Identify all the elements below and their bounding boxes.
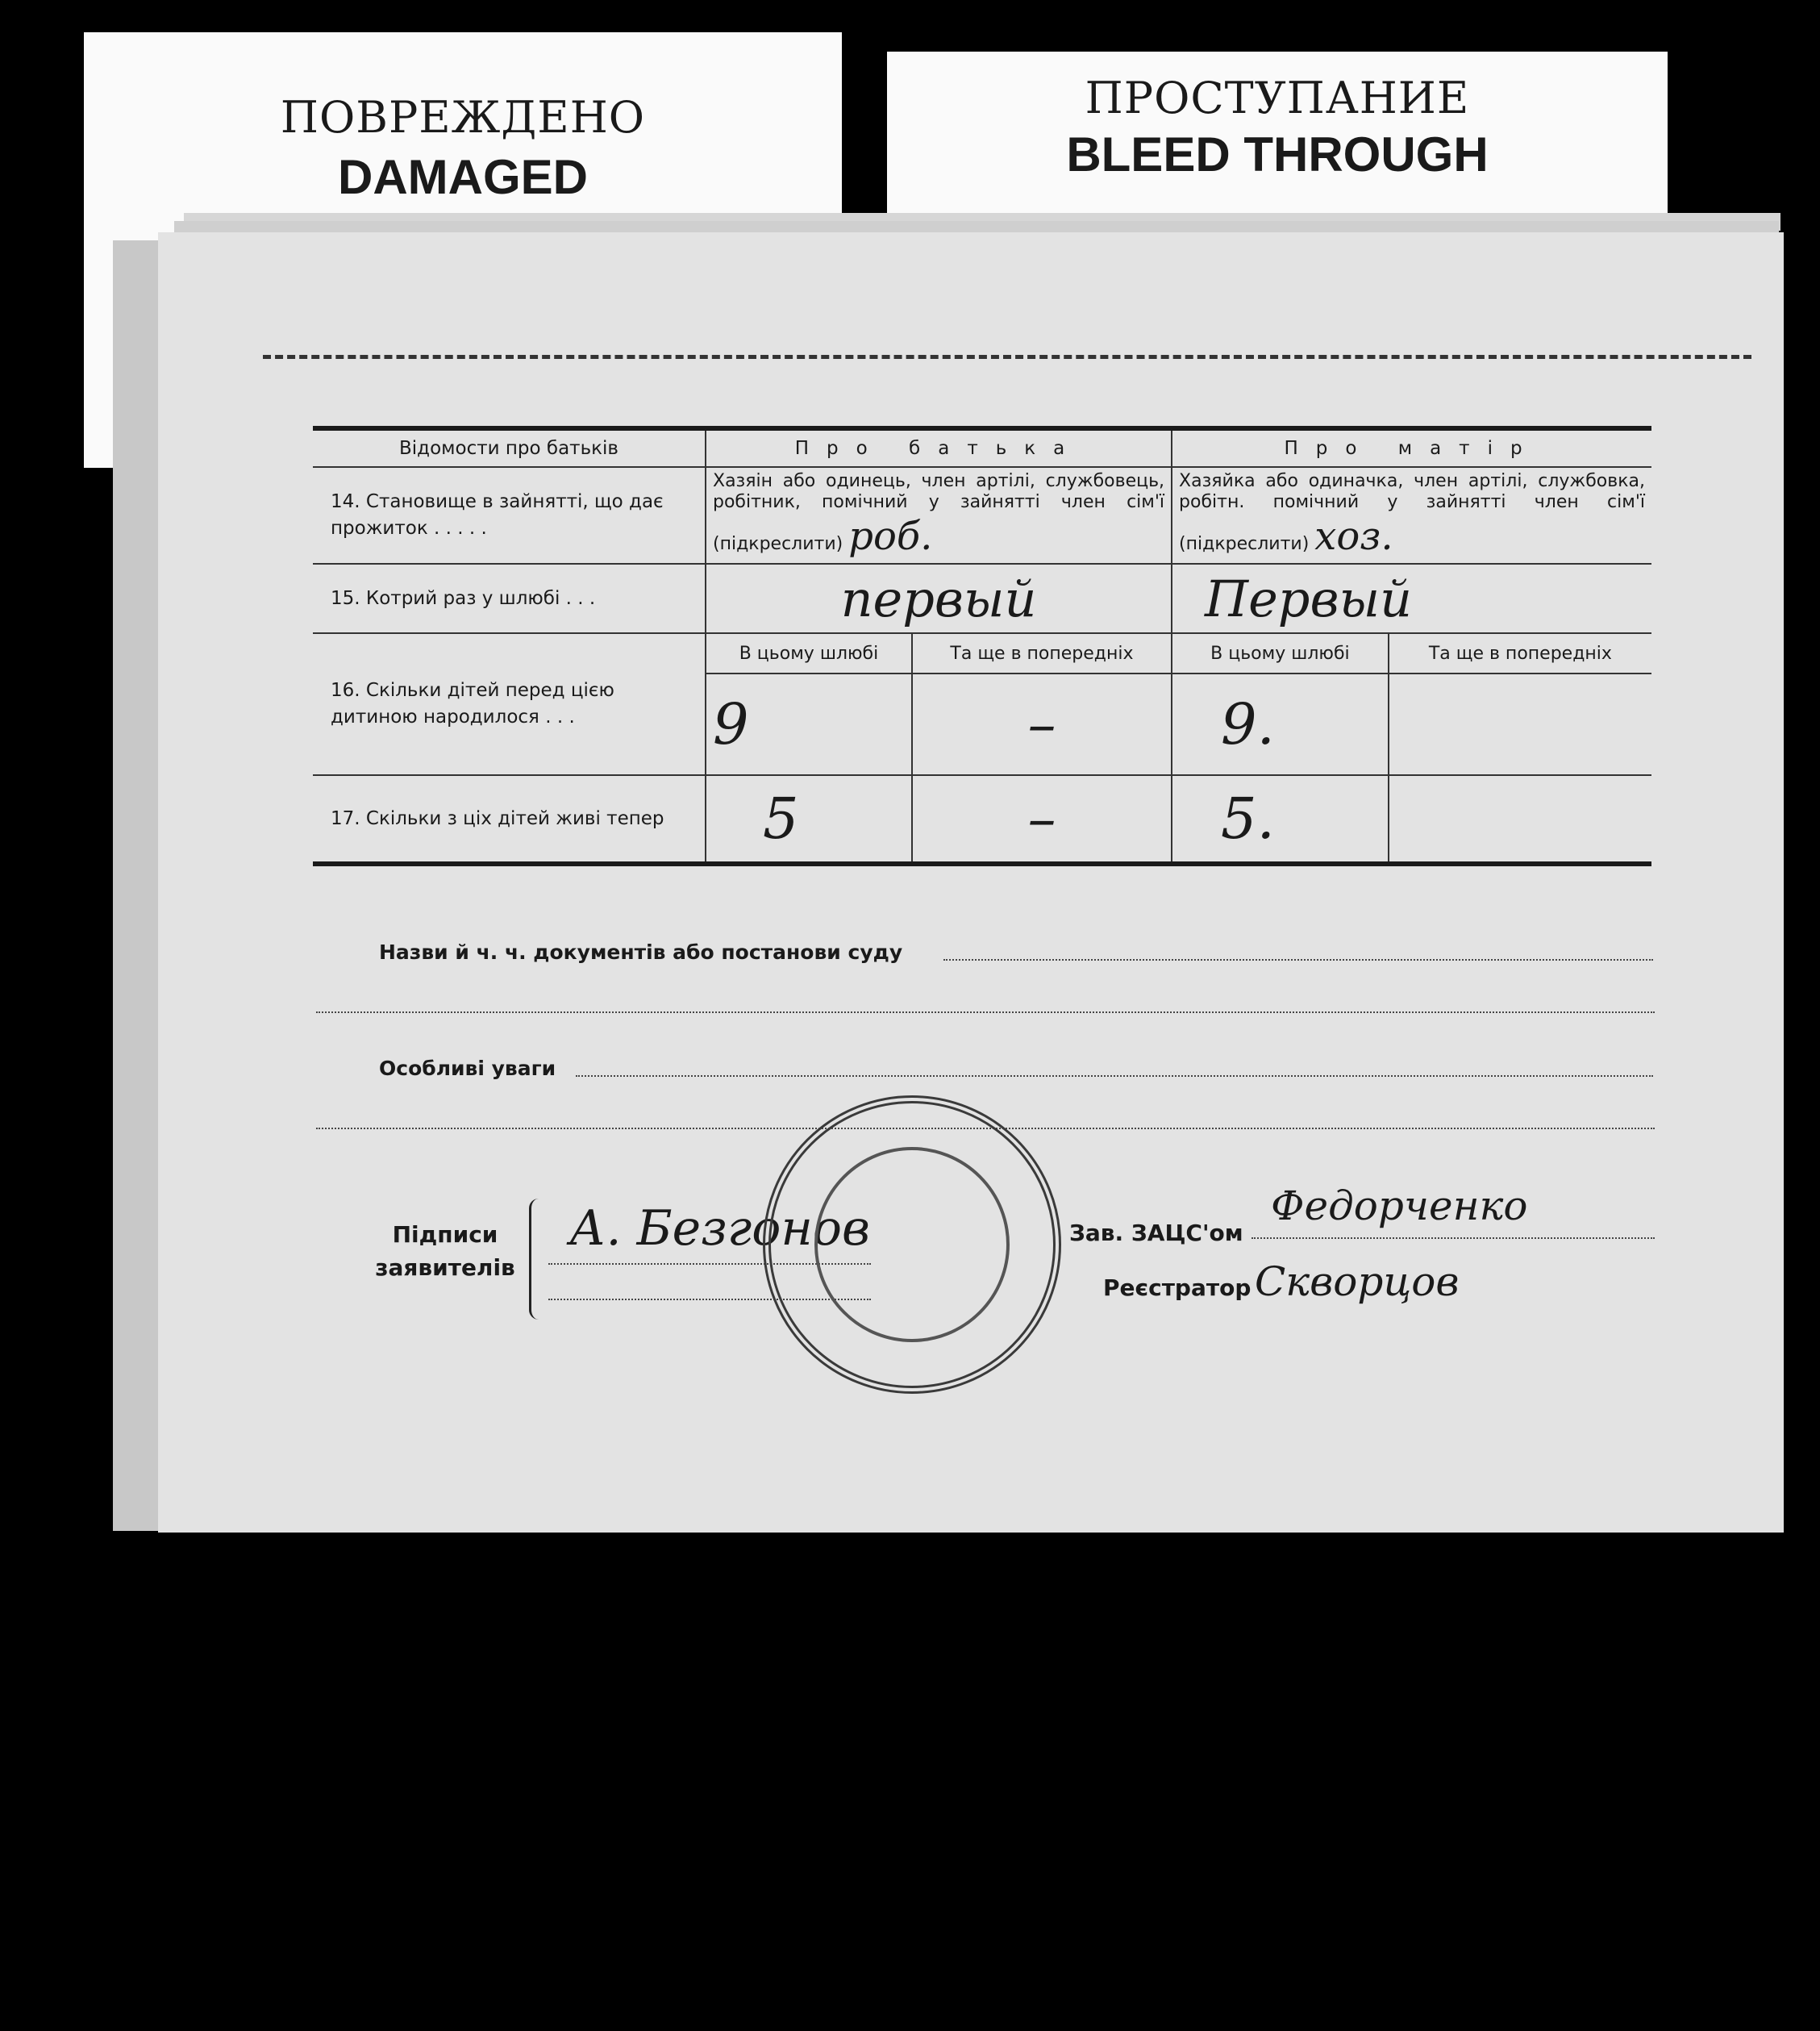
header-parents-info: Відомости про батьків	[313, 428, 706, 467]
sub-header-mother-prev: Та ще в попередніх	[1389, 633, 1651, 674]
row17-label: 17. Скільки з ціх дітей живі тепер	[331, 807, 664, 829]
row15-mother-value: Первый	[1205, 569, 1413, 628]
header-mother: Про матір	[1172, 428, 1651, 467]
row15-label: 15. Котрий раз у шлюбі . . .	[331, 587, 596, 609]
damaged-card-ru: ПОВРЕЖДЕНО	[280, 92, 646, 143]
row16-mother-this: 9.	[1221, 691, 1275, 758]
documents-row	[379, 940, 1653, 964]
row15-father-value: первый	[840, 569, 1037, 628]
row17-mother-this: 5.	[1221, 786, 1275, 853]
signatures-brace	[529, 1199, 548, 1320]
signatures-label-line2: заявителів	[375, 1254, 515, 1281]
row14-label: 14. Становище в зайнятті, що дає прожиток . . . . .	[331, 490, 664, 540]
documents-fill-line	[943, 959, 1653, 961]
row14-father-cell	[706, 467, 1172, 564]
header-father: Про батька	[706, 428, 1172, 467]
row17-father-this: 5	[763, 786, 799, 853]
head-label: Зав. ЗАЦС'ом	[1069, 1220, 1243, 1246]
signatures-label-line1: Підписи	[392, 1221, 498, 1248]
row14-mother-cell	[1172, 467, 1651, 564]
notes-label: Особливі уваги	[379, 1057, 556, 1080]
documents-fill-line-2	[316, 1011, 1655, 1013]
row16-label: 16. Скільки дітей перед цією дитиною народилося . . .	[331, 680, 614, 728]
sub-header-father-prev: Та ще в попередніх	[912, 633, 1172, 674]
row14-father-value: роб.	[848, 513, 933, 559]
head-signature: Федорченко	[1271, 1182, 1528, 1229]
head-signature-line	[1252, 1237, 1655, 1239]
notes-row	[379, 1057, 1653, 1080]
perforation-line	[263, 355, 1751, 359]
row14-mother-options: Хазяйка або одиначка, член артілі, службовка, робітн. помічний у зайнятті член сім'ї (підкреслити)	[1179, 471, 1645, 554]
damaged-card-en: DAMAGED	[338, 150, 588, 204]
notes-fill-line	[576, 1075, 1653, 1077]
row16-father-this: 9	[713, 691, 749, 758]
registrar-signature: Скворцов	[1255, 1258, 1460, 1305]
bleed-through-card	[887, 52, 1668, 237]
bleed-card-ru: ПРОСТУПАНИЕ	[1085, 73, 1470, 123]
documents-label: Назви й ч. ч. документів або постанови суду	[379, 940, 903, 964]
signatures-label	[364, 1221, 526, 1281]
sub-header-mother-this: В цьому шлюбі	[1172, 633, 1389, 674]
applicant-signature: А. Безгонов	[569, 1200, 870, 1257]
registrar-label: Реєстратор	[1103, 1274, 1252, 1301]
row14-mother-value: хоз.	[1314, 513, 1393, 559]
official-stamp	[763, 1095, 1061, 1394]
parents-info-table	[313, 426, 1651, 866]
row16-father-prev: –	[1027, 691, 1056, 758]
document-page	[158, 232, 1784, 1533]
sub-header-father-this: В цьому шлюбі	[706, 633, 912, 674]
row14-father-options: Хазяін або одинець, член артілі, службовець, робітник, помічний у зайнятті член сім'ї (підкреслити)	[713, 471, 1165, 554]
row17-father-prev: –	[1027, 786, 1056, 853]
bleed-card-en: BLEED THROUGH	[1066, 127, 1489, 181]
